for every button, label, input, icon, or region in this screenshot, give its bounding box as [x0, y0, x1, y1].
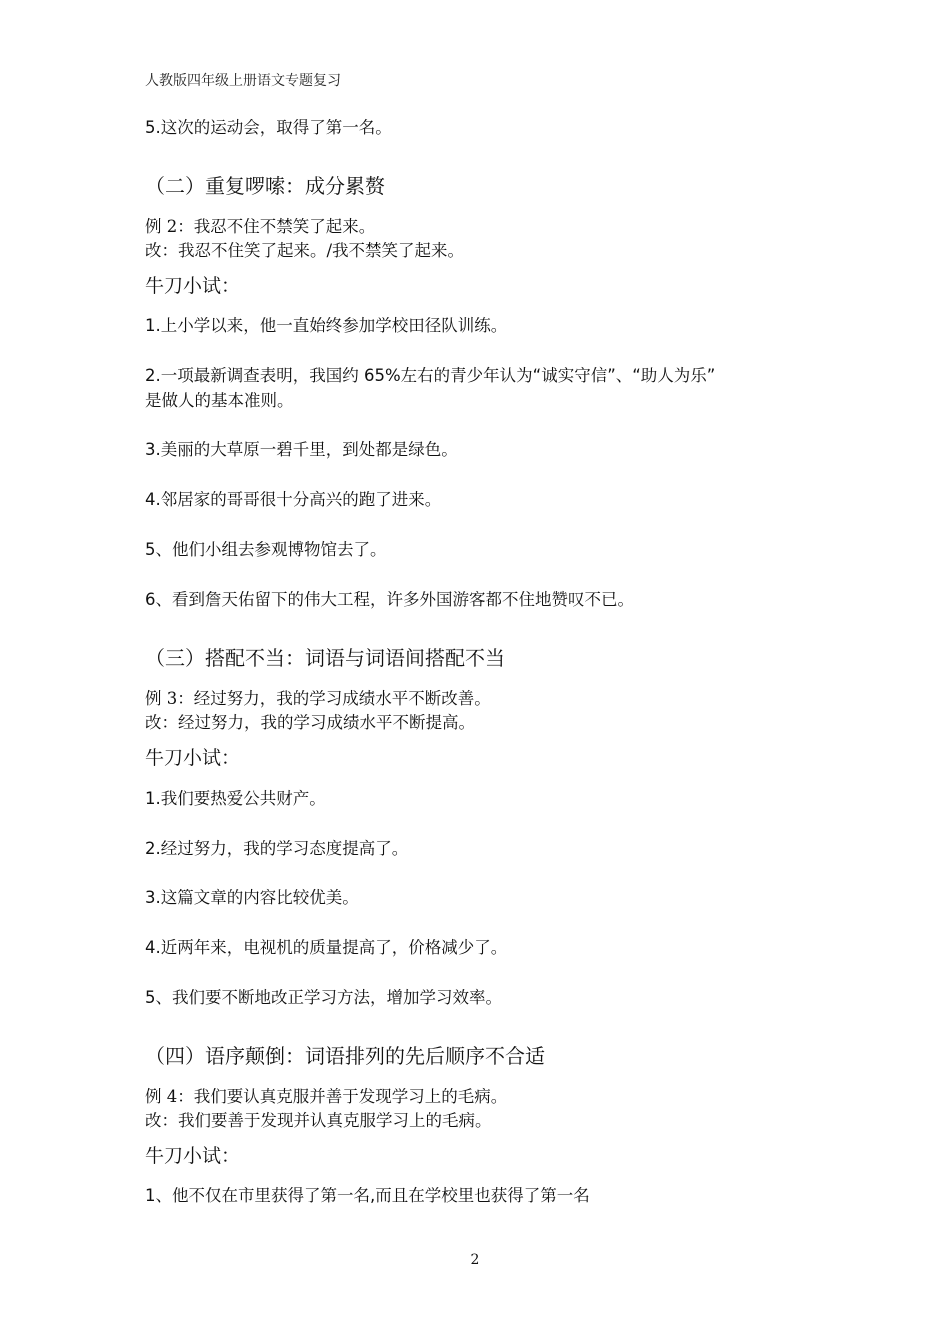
correction-sentence: 改：我忍不住笑了起来。/我不禁笑了起来。	[145, 241, 465, 260]
example-sentence: 例 3：经过努力，我的学习成绩水平不断改善。	[145, 689, 491, 708]
section-heading: （二）重复啰嗦：成分累赘	[145, 174, 385, 198]
list-item-continuation: 是做人的基本准则。	[145, 391, 294, 410]
section-heading: （三）搭配不当：词语与词语间搭配不当	[145, 646, 505, 670]
list-item: 4.邻居家的哥哥很十分高兴的跑了进来。	[145, 490, 442, 509]
list-item: 5、我们要不断地改正学习方法，增加学习效率。	[145, 988, 502, 1007]
list-item: 1.上小学以来，他一直始终参加学校田径队训练。	[145, 316, 508, 335]
practice-label: 牛刀小试：	[145, 275, 241, 297]
example-sentence: 例 4：我们要认真克服并善于发现学习上的毛病。	[145, 1087, 508, 1106]
correction-sentence: 改：我们要善于发现并认真克服学习上的毛病。	[145, 1111, 492, 1130]
correction-sentence: 改：经过努力，我的学习成绩水平不断提高。	[145, 713, 475, 732]
list-item: 1、他不仅在市里获得了第一名,而且在学校里也获得了第一名	[145, 1186, 590, 1205]
list-item: 5.这次的运动会，取得了第一名。	[145, 118, 392, 137]
page-header: 人教版四年级上册语文专题复习	[145, 73, 341, 89]
section-heading: （四）语序颠倒：词语排列的先后顺序不合适	[145, 1044, 545, 1068]
list-item: 3.美丽的大草原一碧千里，到处都是绿色。	[145, 440, 458, 459]
list-item: 1.我们要热爱公共财产。	[145, 789, 326, 808]
list-item: 5、他们小组去参观博物馆去了。	[145, 540, 387, 559]
page-number: 2	[470, 1252, 480, 1268]
list-item: 6、看到詹天佑留下的伟大工程，许多外国游客都不住地赞叹不已。	[145, 590, 634, 609]
practice-label: 牛刀小试：	[145, 1145, 241, 1167]
list-item: 2.经过努力，我的学习态度提高了。	[145, 839, 409, 858]
example-sentence: 例 2：我忍不住不禁笑了起来。	[145, 217, 376, 236]
list-item: 2.一项最新调查表明，我国约 65%左右的青少年认为“诚实守信”、“助人为乐”	[145, 366, 716, 385]
list-item: 4.近两年来，电视机的质量提高了，价格减少了。	[145, 938, 508, 957]
list-item: 3.这篇文章的内容比较优美。	[145, 888, 359, 907]
practice-label: 牛刀小试：	[145, 747, 241, 769]
